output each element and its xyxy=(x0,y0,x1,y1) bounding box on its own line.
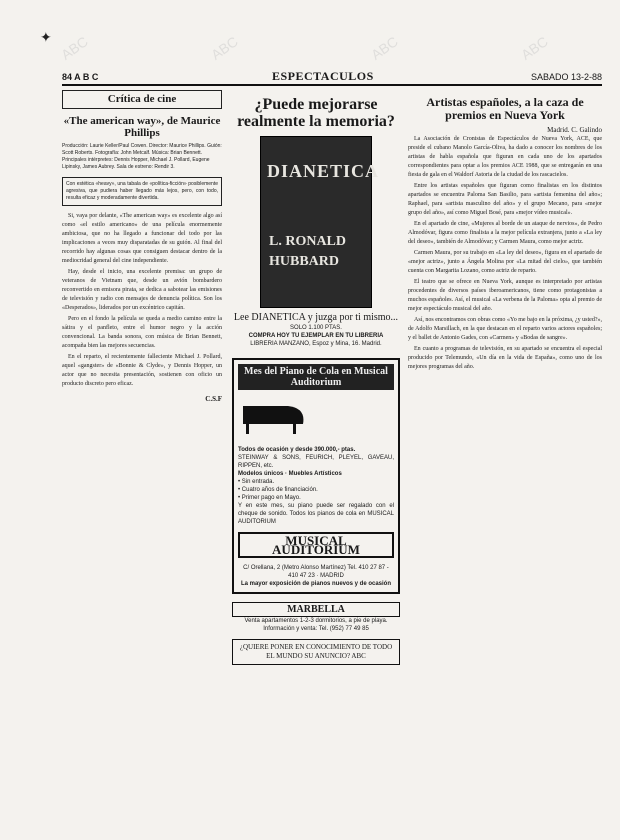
piano-models: Modelos únicos · Muebles Artísticos xyxy=(238,471,342,477)
review-headline: «The american way», de Maurice Phillips xyxy=(63,115,221,139)
news-byline: Madrid. C. Galindo xyxy=(547,126,602,134)
dianetics-ad-price: SOLO 1.100 PTAS. xyxy=(290,325,342,331)
review-paragraph: Si, vaya por delante, «The american way» es excelente algo así como «el estilo americano» de una película enormemente ambiciosa, que no ha llegado a funcionar del todo por las implicaciones a veces muy disparatadas de su guión. Al final del recorrido hay algunas cosas que consiguen destacar dentro de la mediocridad general del cine independiente. xyxy=(62,213,222,264)
review-verdict: Con estética «heavy», una tabala de «política-ficción» posiblemente agresiva, que pudiera haber llegado más lejos, pero, con todo, resulta eficaz y moderadamente divertida. xyxy=(62,177,222,206)
marbella-ad-text: Venta apartamentos 1-2-3 dormitorios, a pie de playa. Información y venta: Tel. (952) 77 49 85 xyxy=(244,618,388,632)
review-paragraph: Hay, desde el inicio, una excelente premisa: un grupo de veteranos de Vietnam que, desde un avión bombardero reconvertido en emisora pirata, se dedica a sabotear las emisiones de televisión y radio con mensajes de denuncia política. Son los «Desperados», liderados por un excéntrico capitán. xyxy=(62,269,222,311)
watermark: ABC xyxy=(518,33,551,63)
piano-bullet-text: Primer pago en Mayo. xyxy=(241,495,301,501)
ads-column xyxy=(232,90,400,665)
piano-bullet-text: Sin entrada. xyxy=(241,479,275,485)
auditorium-logo: MUSICAL AUDITORIUM xyxy=(238,532,394,558)
piano-ad xyxy=(232,358,400,594)
piano-bullet: • Cuatro años de financiación. xyxy=(238,487,318,493)
news-paragraph: Así, nos encontramos con obras como «Yo me bajo en la próxima, ¿y usted?», de Adolfo Marsillach, en la que destacan en el reparto varios actores españoles; y el ballet de Antonio Gades, con «Carmen» y «Bodas de sangre». xyxy=(408,317,602,341)
book-title: DIANETICA xyxy=(267,161,380,181)
piano-offers: Todos de ocasión y desde 390.000,- ptas. xyxy=(238,447,356,453)
abc-ad-box: ¿QUIERE PONER EN CONOCIMIENTO DE TODO EL MUNDO SU ANUNCIO? ABC xyxy=(232,639,400,665)
piano-bullet: • Primer pago en Mayo. xyxy=(238,495,301,501)
piano-bullet: • Sin entrada. xyxy=(238,479,275,485)
auditorium-tagline: La mayor exposición de pianos nuevos y de ocasión xyxy=(240,581,392,587)
news-column xyxy=(408,90,602,374)
news-paragraph: En el apartado de cine, «Mujeres al borde de un ataque de nervios», de Pedro Almodóvar, figura como finalista a la mejor película extranjera, junto a «La ley del deseo», también de Almodóvar; y Carmen Maura, como mejor actriz. xyxy=(408,221,602,245)
watermark: ABC xyxy=(208,33,241,63)
page-date: SABADO 13-2-88 xyxy=(530,72,602,82)
news-paragraph: Carmen Maura, por su trabajo en «La ley del deseo», figura en el apartado de «mejor actriz», junto a Ángela Molina por «La mitad del cielo», que también cuenta con Margarita Lozano, como actriz de reparto. xyxy=(408,250,602,274)
auditorium-address: C/ Orellana, 2 (Metro Alonso Martínez) Tel. 410 27 87 - 410 47 23 · MADRID xyxy=(243,565,389,579)
dianetics-ad-lee: Lee DIANETICA y juzga por ti mismo... xyxy=(233,312,399,323)
book-cover xyxy=(260,136,380,308)
dianetics-ad-buy: COMPRA HOY TU EJEMPLAR EN TU LIBRERIA xyxy=(248,333,384,339)
news-paragraph: La Asociación de Cronistas de Espectáculos de Nueva York, ACE, que preside el cubano Manolo García-Oliva, ha dado a conocer los nombres de los artistas de habla española que figuran en cada uno de los apartados correspondientes para optar a los premios ACE 1988, que se entregarán en una fiesta de gala en el Waldorf Astoria de la ciudad de los rascacielos. xyxy=(408,136,602,178)
piano-ad-title: Mes del Piano de Cola en Musical Auditorium xyxy=(238,364,394,390)
news-paragraph: En cuanto a programas de televisión, en su apartado se encuentra el especial producido por Telemundo, «Un día en la vida de España», como uno de los mejores programas del año. xyxy=(408,346,602,370)
page-number: 84 A B C xyxy=(62,72,99,82)
dianetics-ad-shop: LIBRERIA MANZANO, Espoz y Mina, 16. Madrid. xyxy=(250,341,382,347)
film-review-column xyxy=(62,90,222,404)
piano-bullet-text: Cuatro años de financiación. xyxy=(241,487,318,493)
marbella-ad-title: MARBELLA xyxy=(232,602,400,617)
watermark: ABC xyxy=(58,33,91,63)
review-box-title: Crítica de cine xyxy=(62,90,222,109)
review-paragraph: Pero en el fondo la película se queda a medio camino entre la sátira y el panfleto, entre el humor negro y la acción convencional. La banda sonora, con música de Brian Bennett, acompaña bien las mejores secuencias. xyxy=(62,316,222,349)
news-paragraph: El teatro que se ofrece en Nueva York, aunque es interpretado por artistas procedentes de diversos países iberoamericanos, tiene como protagonistas a muchos españoles. Así, el musical «La verbena de la Paloma» opta al premio de mejor espectáculo musical del año. xyxy=(408,279,602,312)
review-credits: Producción: Laurie Keller/Paul Cowen. Director: Maurice Phillips. Guión: Scott Roberts. Fotografía: John Metcalf. Música: Brian Bennett. Principales intérpretes: Dennis Hopper, Michael J. Pollard, Eugene Lipinsky, James Aubrey. Sala de estreno: Rendir 3. xyxy=(62,143,222,170)
dianetics-ad-question: ¿Puede mejorarse realmente la memoria? xyxy=(237,96,395,130)
grand-piano-icon xyxy=(238,396,308,436)
book-author-last: HUBBARD xyxy=(269,254,340,269)
watermark: ABC xyxy=(368,33,401,63)
news-paragraph: Entre los artistas españoles que figuran como finalistas en los distintos apartados se encuentra Paloma San Basilio, para «artista femenina del año»; Raphael, para «artista masculino del año» y el grupo Mecano, para «mejor grupo del año», así como Miguel Bosé, para «mejor vídeo musical». xyxy=(408,183,602,216)
piano-ribbon: Y en este mes, su piano puede ser regalado con el cheque de sonido. Todos los pianos de cola en MUSICAL AUDITORIUM xyxy=(238,503,394,525)
news-headline: Artistas españoles, a la caza de premios en Nueva York xyxy=(426,95,584,122)
section-title: ESPECTACULOS xyxy=(272,69,374,83)
piano-brands: STEINWAY & SONS, FEURICH, PLEYEL, GAVEAU, RIPPEN, etc. xyxy=(238,455,394,469)
review-paragraph: En el reparto, el recientemente falleciente Michael J. Pollard, aquel «gangster» de «Bonnie & Clyde», y Dennis Hopper, un actor que no necesita presentación, sostienen con oficio un producto discreto pero eficaz. xyxy=(62,354,222,387)
book-author-first: L. RONALD xyxy=(269,234,347,249)
page-header xyxy=(62,70,602,86)
review-signature: C.S.F xyxy=(205,395,222,403)
corner-mark-icon: ✦ xyxy=(40,31,52,46)
